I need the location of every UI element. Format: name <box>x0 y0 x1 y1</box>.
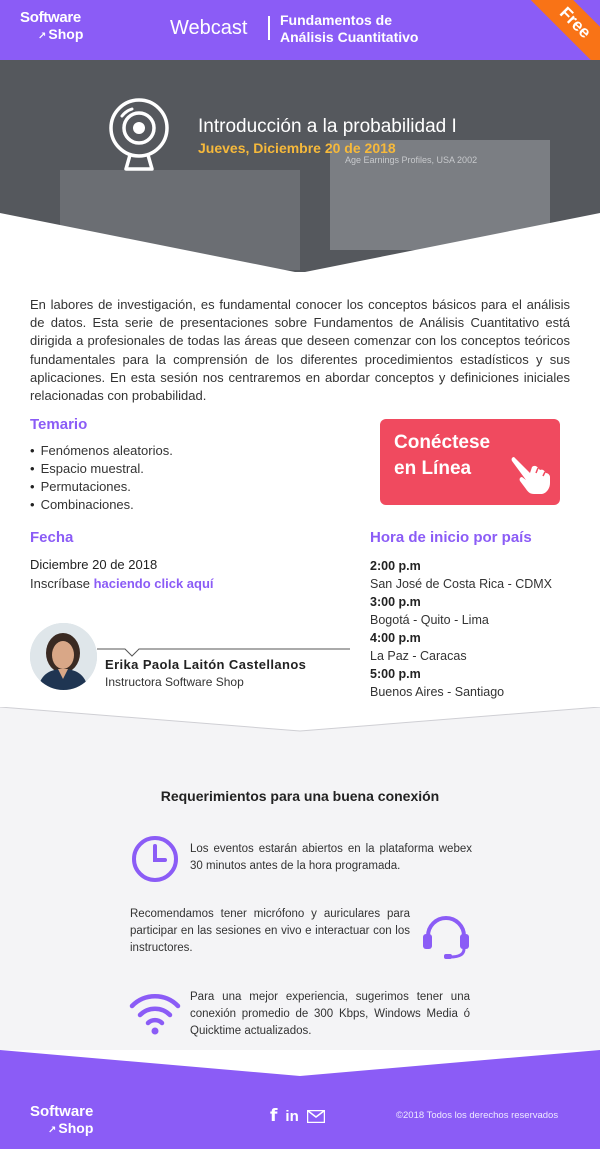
list-item: • Espacio muestral. <box>30 460 173 478</box>
session-title: Introducción a la probabilidad I <box>198 116 457 137</box>
connect-button-line-1: Conéctese <box>394 432 491 453</box>
instructor-avatar <box>30 623 97 690</box>
pointing-hand-icon <box>510 453 552 497</box>
connect-online-button[interactable] <box>380 419 560 505</box>
session-date: Jueves, Diciembre 20 de 2018 <box>198 140 396 156</box>
registration-prefix: Inscríbase <box>30 576 94 591</box>
register-link[interactable]: haciendo click aquí <box>93 576 214 591</box>
hero-bottom-shape <box>0 213 600 272</box>
schedule-time: 4:00 p.m <box>370 631 421 645</box>
connect-button-line-2: en Línea <box>394 458 472 479</box>
schedule-countries: Bogotá - Quito - Lima <box>370 613 489 627</box>
instructor-photo-icon <box>30 623 97 690</box>
hero-background-caption: Age Earnings Profiles, USA 2002 <box>345 155 478 165</box>
hora-heading: Hora de inicio por país <box>370 529 532 546</box>
course-title-line-2: Análisis Cuantitativo <box>280 29 419 45</box>
linkedin-icon[interactable]: in <box>285 1107 299 1125</box>
course-title-line-1: Fundamentos de <box>280 12 393 28</box>
section-divider <box>0 707 600 733</box>
list-item: • Permutaciones. <box>30 478 173 496</box>
list-item: • Fenómenos aleatorios. <box>30 442 173 460</box>
free-badge: Free <box>526 0 600 60</box>
instructor-role: Instructora Software Shop <box>105 675 244 689</box>
logo-line-1: Software <box>20 9 81 26</box>
schedule-time: 5:00 p.m <box>370 667 421 681</box>
requirement-text: Los eventos estarán abiertos en la plataforma webex 30 minutos antes de la hora programada. <box>190 843 472 872</box>
requirement-text: Recomendamos tener micrófono y auriculares para participar en las sesiones en vivo e interactuar con los instructores. <box>130 908 410 954</box>
footer-logo-arrow-icon: ↗ <box>48 1125 57 1136</box>
event-date: Diciembre 20 de 2018 <box>30 557 158 572</box>
logo-arrow-icon: ↗ <box>38 31 47 42</box>
social-links <box>270 1106 325 1126</box>
requirements-heading: Requerimientos para una buena conexión <box>160 788 440 804</box>
course-title <box>280 12 418 46</box>
header-bar <box>0 0 600 60</box>
logo-shop-text: Shop <box>48 26 84 42</box>
footer-logo[interactable] <box>30 1104 93 1139</box>
requirement-text: Para una mejor experiencia, sugerimos tener una conexión promedio de 300 Kbps, Windows Media ó Quicktime actualizados. <box>190 991 470 1037</box>
schedule-list <box>370 557 552 701</box>
schedule-time: 3:00 p.m <box>370 595 421 609</box>
intro-paragraph: En labores de investigación, es fundamental conocer los conceptos básicos para el análisis de datos. Esta serie de presentaciones sobre Fundamentos de Análisis Cuantitativo está dirigida a profesionales de todas las áreas que deseen comenzar con los conceptos teóricos fundamentales para la comprensión de los diferentes procedimientos estadísticos y sus aplicaciones. En esta sesión nos centraremos en abordar conceptos y definiciones iniciales relacionadas con probabilidad. <box>30 297 570 404</box>
schedule-time: 2:00 p.m <box>370 559 421 573</box>
webcast-label: Webcast <box>170 17 248 39</box>
webcam-icon <box>108 97 170 177</box>
schedule-countries: San José de Costa Rica - CDMX <box>370 577 553 591</box>
software-shop-logo[interactable] <box>20 10 83 45</box>
facebook-icon[interactable]: f <box>270 1106 278 1126</box>
headset-icon <box>420 908 472 960</box>
email-icon[interactable] <box>307 1110 325 1123</box>
temario-heading: Temario <box>30 416 88 433</box>
registration-text <box>30 576 214 591</box>
copyright-text: ©2018 Todos los derechos reservados <box>396 1110 559 1121</box>
list-item: • Combinaciones. <box>30 496 173 514</box>
footer-logo-shop-text: Shop <box>58 1120 94 1136</box>
footer-logo-line-2 <box>30 1120 93 1139</box>
hero-banner <box>0 60 600 272</box>
fecha-heading: Fecha <box>30 529 74 546</box>
temario-list <box>30 442 173 514</box>
footer-logo-line-1: Software <box>30 1103 94 1120</box>
header-separator <box>268 16 270 40</box>
schedule-countries: La Paz - Caracas <box>370 649 467 663</box>
wifi-icon <box>128 990 182 1036</box>
clock-icon <box>130 834 180 884</box>
instructor-name: Erika Paola Laitón Castellanos <box>105 657 307 672</box>
schedule-countries: Buenos Aires - Santiago <box>370 685 505 699</box>
logo-line-2 <box>20 26 83 45</box>
